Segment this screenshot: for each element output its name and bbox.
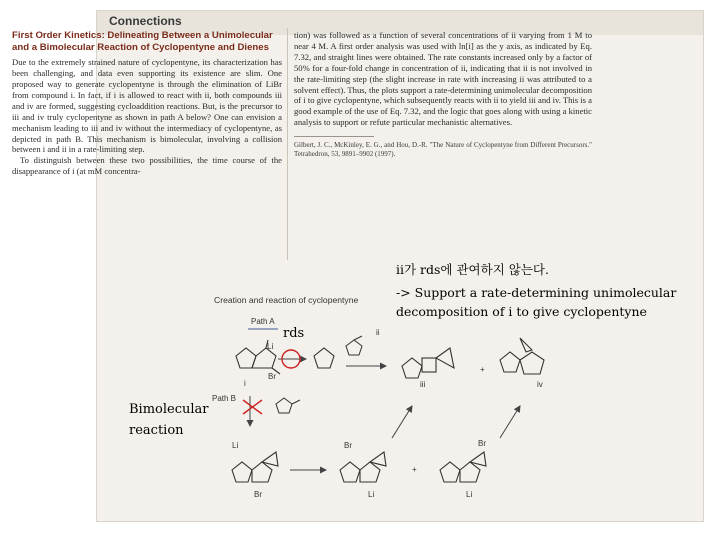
plus-1: + (480, 365, 485, 374)
korean-note: ii가 rds에 관여하지 않는다. (396, 262, 549, 277)
br-label-2: Br (254, 490, 262, 499)
compound-ii-structure (346, 336, 362, 355)
compound-i-structure (236, 340, 280, 374)
br-label-3: Br (344, 441, 352, 450)
bimolecular-label: Bimolecular reaction (129, 402, 209, 438)
support-note: -> Support a rate-determining unimolecular decomposition of i to give cyclopentyne (396, 285, 677, 319)
path-b-label: Path B (212, 394, 237, 403)
left-paragraph-1: Due to the extremely strained nature of cyclopentyne, its characterization has been challenging, and data even supporting its existence are slim. One proposed way to generate cyclopentyne is through the elimination of LiBr from compound i. In fact, if i is allowed to react with ii, both compounds iii and iv are formed, suggesting cycloaddition reactions. But, is the precursor to iii and iv truly cyclopentyne as shown in path A below? One can envision a mechanism leading to iii and iv without the intermediacy of cyclopentyne, as depicted in path B. This mechanism is bimolecular, involving a collision between i and ii in a rate-limiting step. (12, 57, 282, 155)
plus-2: + (412, 465, 417, 474)
li-label-1: Li (267, 342, 274, 351)
label-i: i (244, 379, 246, 388)
path-b-intermediate-2 (340, 452, 386, 482)
reference: Gilbert, J. C., McKinley, E. G., and Hou, D.-R. "The Nature of Cyclopentyne from Different Precursors." Tetrahedron, 53, 9891–9902 (1997). (294, 141, 592, 158)
label-ii: ii (376, 328, 380, 337)
li-label-3: Li (368, 490, 375, 499)
br-label-4: Br (478, 439, 486, 448)
compound-iv-structure (500, 338, 544, 374)
rds-label: rds (283, 326, 305, 341)
cyclopentyne-structure (314, 348, 334, 368)
label-iv: iv (537, 380, 543, 389)
section-header: Connections (109, 14, 182, 28)
arrow-up-to-iii (392, 406, 412, 438)
label-iii: iii (420, 380, 426, 389)
path-b-intermediate-3 (440, 452, 486, 482)
article-title: First Order Kinetics: Delineating Between a Unimolecular and a Bimolecular Reaction of Cyclopentyne and Dienes (12, 30, 273, 53)
li-label-2: Li (232, 441, 239, 450)
diene-path-b-structure (276, 398, 300, 413)
compound-iii-structure (402, 348, 454, 378)
path-b-intermediate-1 (232, 452, 278, 482)
scheme-title: Creation and reaction of cyclopentyne (214, 295, 359, 305)
path-a-label: Path A (251, 317, 275, 326)
left-paragraph-2: To distinguish between these two possibilities, the time course of the disappearance of i (at mM concentra- (12, 155, 282, 177)
arrow-up-to-iv (500, 406, 520, 438)
li-label-4: Li (466, 490, 473, 499)
br-label-1: Br (268, 372, 276, 381)
right-paragraph: tion) was followed as a function of several concentrations of ii varying from 1 M to near 4 M. A first order analysis was used with ln[i] as the y axis, as indicated by Eq. 7.32, and straight lines were obtained. The rate constants increased only by a factor of 50% for a four-fold change in concentration of ii, indicating that ii is not involved in the rate-limiting step (the slight increase in rate with increasing ii was attributed to a solvent effect). Thus, the plots support a rate-determining unimolecular decomposition of i to give cyclopentyne, which subsequently reacts with ii to yield iii and iv. This is a good example of the use of Eq. 7.32, and the logic that goes along with using a kinetic analysis to support or refute particular mechanistic alternatives. (294, 30, 592, 128)
